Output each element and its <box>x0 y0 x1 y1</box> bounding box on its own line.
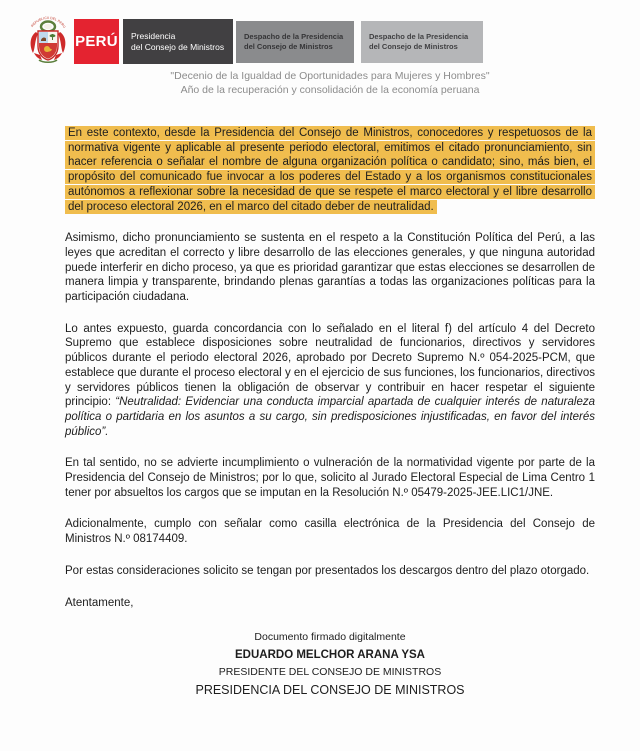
tagline-decenio: "Decenio de la Igualdad de Oportunidades para Mujeres y Hombres" <box>170 70 490 82</box>
paragraph-decreto-normal: Lo antes expuesto, guarda concordancia con lo señalado en el literal f) del artículo 4 del Decreto Supremo que establece disposiciones sobre neutralidad de funcionarios, directivos y servidores públicos durante el periodo electoral 2026, aprobado por Decreto Supremo N.º 054-2025-PCM, que establece que durante el proceso electoral y en el ejercicio de sus funciones, los funcionarios, directivos y servidores públicos tienen la obligación de observar y contribuir en hacer respetar el siguiente principio: <box>65 322 595 409</box>
institution-box-line2: del Consejo de Ministros <box>131 41 225 52</box>
institution-box-despacho-2 <box>361 21 483 63</box>
institution-box-line2: del Consejo de Ministros <box>369 42 458 51</box>
peru-coat-of-arms-icon <box>26 11 70 67</box>
paragraph-consideraciones: Por estas consideraciones solicito se tengan por presentados los descargos dentro del plazo otorgado. <box>65 564 590 577</box>
signatory-role: PRESIDENTE DEL CONSEJO DE MINISTROS <box>218 666 442 679</box>
institution-box-line1: Despacho de la Presidencia <box>244 32 344 41</box>
tagline-year: Año de la recuperación y consolidación de la economía peruana <box>180 84 480 96</box>
paragraph-context-highlighted <box>65 126 595 214</box>
institution-box-line1: Presidencia <box>131 30 176 41</box>
header-taglines <box>20 69 640 97</box>
letter-body <box>65 126 595 699</box>
institution-box-line1: Despacho de la Presidencia <box>369 32 469 41</box>
peru-brand-box <box>74 19 119 64</box>
paragraph-asimismo: Asimismo, dicho pronunciamiento se sustenta en el respeto a la Constitución Política del Perú, a las leyes que acreditan el correcto y libre desarrollo de las elecciones generales, y que ninguna autoridad puede interferir en dicho proceso, ya que es prioridad garantizar que estas elecciones se desarrollen de manera limpia y transparente, brindando plenas garantías a todas las organizaciones políticas para la participación ciudadana. <box>65 232 595 304</box>
signatory-name: EDUARDO MELCHOR ARANA YSA <box>235 649 425 662</box>
closing-salutation: Atentamente, <box>65 596 134 609</box>
paragraph-decreto-supremo <box>65 322 595 440</box>
svg-text:REPUBLICA DEL PERU: REPUBLICA DEL PERU <box>30 15 67 29</box>
paragraph-casilla-electronica: Adicionalmente, cumplo con señalar como casilla electrónica de la Presidencia del Consejo de Ministros N.º 08174409. <box>65 518 595 546</box>
signature-block <box>65 630 595 699</box>
signatory-organization: PRESIDENCIA DEL CONSEJO DE MINISTROS <box>195 683 465 698</box>
institution-box-presidencia <box>123 19 233 64</box>
peru-brand-label: PERÚ <box>75 33 118 50</box>
paragraph-en-tal-sentido: En tal sentido, no se advierte incumplimiento o vulneración de la normatividad vigente por parte de la Presidencia del Consejo de Ministros; por lo que, solicito al Jurado Electoral Especial de Lima Centro 1 tener por absueltos los cargos que se imputan en la Resolución N.º 05479-2025-JEE.LIC1/JNE. <box>65 457 595 499</box>
highlighted-text: En este contexto, desde la Presidencia del Consejo de Ministros, conocedores y respetuosos de la normativa vigente y aplicable al presente periodo electoral, emitimos el citado pronunciamiento, sin hacer referencia o señalar el nombre de alguna organización política o candidato; sino, más bien, el propósito del comunicado fue invocar a los poderes del Estado y a los organismos constitucionales autónomos a reflexionar sobre la necesidad de que se respete el marco electoral y el libre desarrollo del proceso electoral 2026, en el marco del citado deber de neutralidad. <box>65 126 595 214</box>
digital-signature-note: Documento firmado digitalmente <box>254 631 406 644</box>
institution-box-line2: del Consejo de Ministros <box>244 42 333 51</box>
paragraph-decreto-quote-italic: “Neutralidad: Evidenciar una conducta imparcial apartada de cualquier interés de naturaleza política o partidaria en los asuntos a su cargo, sin predisposiciones injustificadas, en favor del interés público”. <box>65 396 596 438</box>
institution-box-despacho-1 <box>236 21 354 63</box>
